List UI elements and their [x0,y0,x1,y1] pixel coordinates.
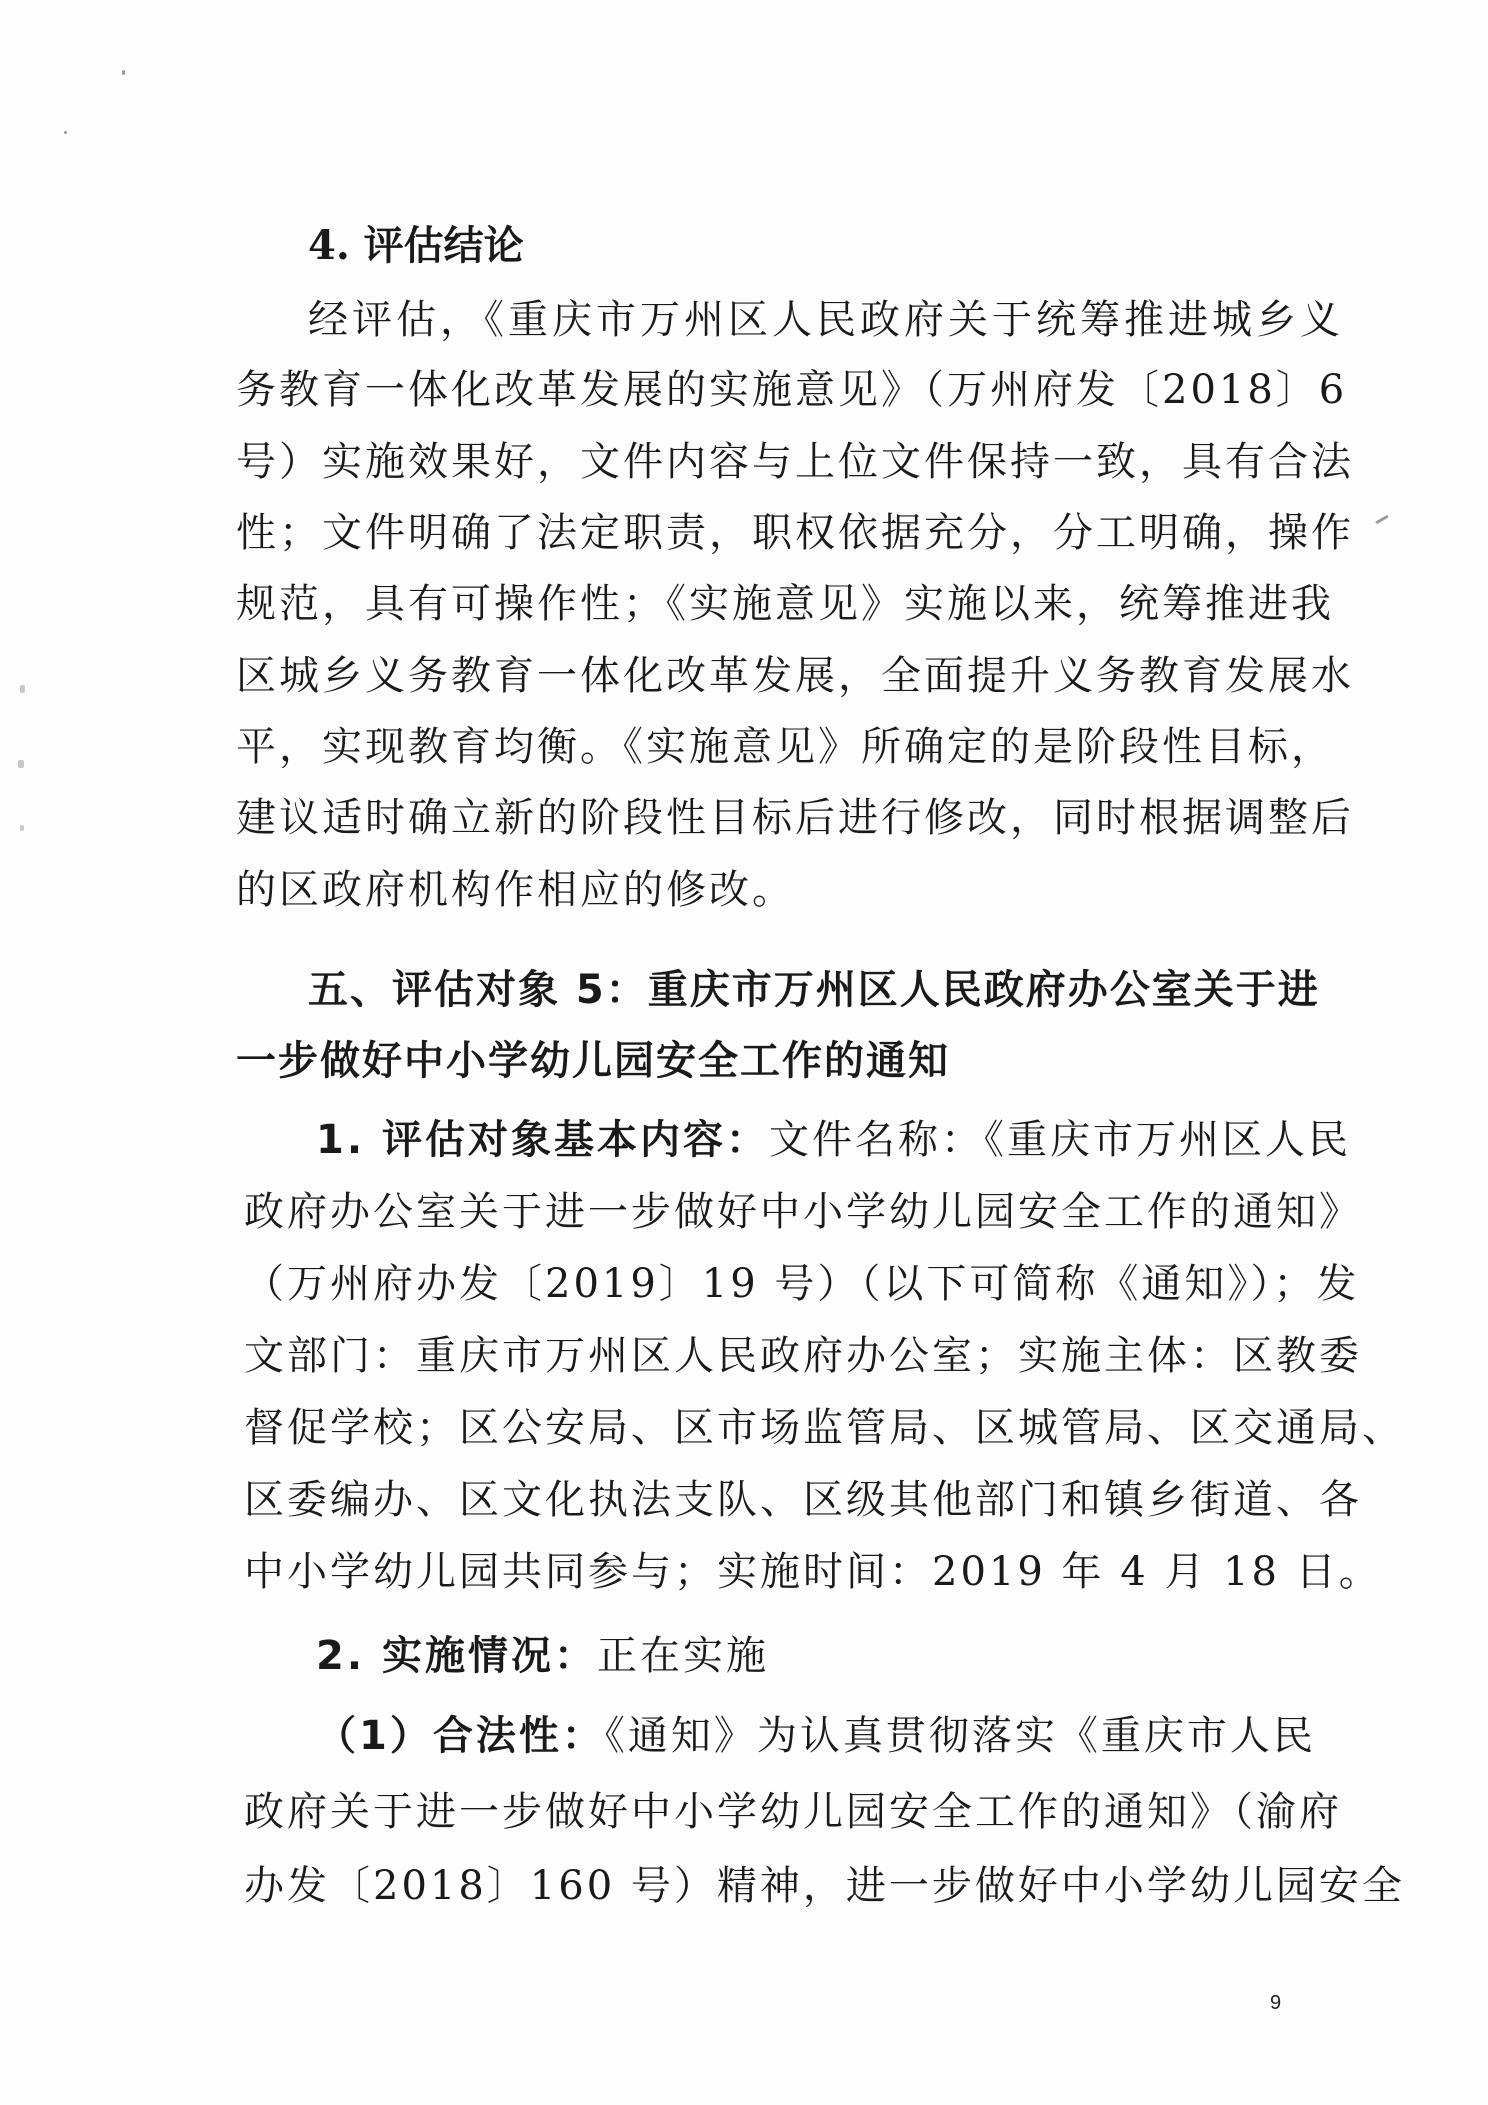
paragraph-line: 区城乡义务教育一体化改革发展，全面提升义务教育发展水 [236,653,1354,699]
item-line [316,1710,1316,1762]
paragraph-line: 务教育一体化改革发展的实施意见》（万州府发〔2018〕6 [236,367,1348,413]
paragraph-line: 建议适时确立新的阶段性目标后进行修改，同时根据调整后 [236,795,1354,841]
paragraph-line: 督促学校；区公安局、区市场监管局、区城管局、区交通局、 [244,1405,1405,1451]
item-line [316,1114,1351,1166]
scan-speck [122,70,125,75]
item-label: 2. 实施情况： [316,1633,597,1679]
item-label: （1）合法性： [316,1713,605,1759]
scan-speck [20,825,24,831]
item-text: 正在实施 [596,1633,769,1679]
item-label: 1. 评估对象基本内容： [316,1117,769,1163]
paragraph-line: 文部门：重庆市万州区人民政府办公室；实施主体：区教委 [244,1333,1362,1379]
item-line [316,1630,769,1682]
scan-speck [64,131,67,134]
section-heading: 4. 评估结论 [308,222,524,269]
paragraph-line: 的区政府机构作相应的修改。 [236,867,795,913]
item-text: 《通知》为认真贯彻落实《重庆市人民 [604,1713,1316,1759]
scan-speck [20,685,25,693]
scan-speck [18,760,24,768]
section-heading: 一步做好中小学幼儿园安全工作的通知 [236,1038,950,1084]
paragraph-line: 性；文件明确了法定职责，职权依据充分，分工明确，操作 [236,510,1354,556]
paragraph-line: 规范，具有可操作性；《实施意见》实施以来，统筹推进我 [236,581,1334,627]
paragraph-line: 中小学幼儿园共同参与；实施时间：2019 年 4 月 18 日。 [244,1549,1382,1595]
paragraph-line: 政府办公室关于进一步做好中小学幼儿园安全工作的通知》 [244,1189,1362,1235]
paragraph-line: 区委编办、区文化执法支队、区级其他部门和镇乡街道、各 [244,1477,1362,1523]
page-number: 9 [1270,1992,1282,2014]
item-text: 文件名称：《重庆市万州区人民 [768,1117,1351,1163]
scan-speck [1375,515,1389,525]
paragraph-line: 平，实现教育均衡。《实施意见》所确定的是阶段性目标， [236,724,1334,770]
paragraph-line: 经评估，《重庆市万州区人民政府关于统筹推进城乡义 [308,297,1344,343]
paragraph-line: 号）实施效果好，文件内容与上位文件保持一致，具有合法 [236,439,1354,485]
paragraph-line: （万州府办发〔2019〕19 号）（以下可简称《通知》）；发 [244,1261,1360,1307]
section-heading: 五、评估对象 5：重庆市万州区人民政府办公室关于进 [308,967,1320,1013]
paragraph-line: 政府关于进一步做好中小学幼儿园安全工作的通知》（渝府 [244,1789,1342,1835]
paragraph-line: 办发〔2018〕160 号）精神，进一步做好中小学幼儿园安全 [244,1863,1405,1909]
